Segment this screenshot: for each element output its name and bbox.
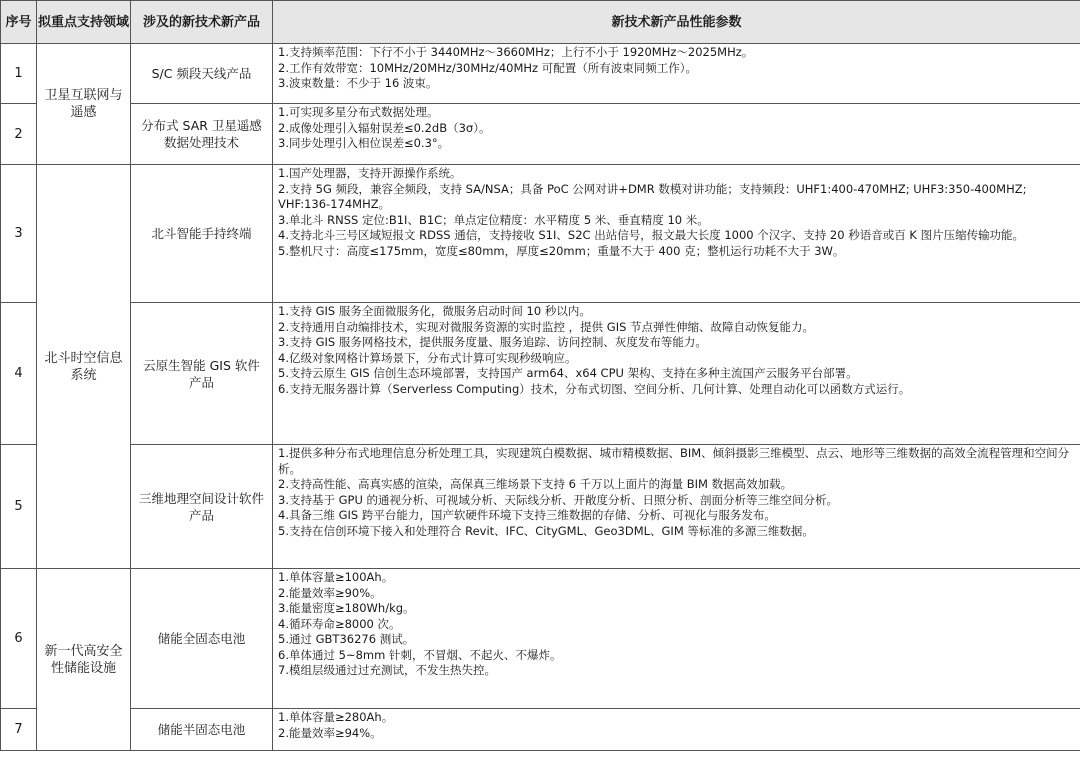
- table-row: [1, 303, 1080, 445]
- product-cell: 北斗智能手持终端: [131, 165, 273, 303]
- row-number: 4: [1, 303, 37, 445]
- param-line: 6.单体通过 5~8mm 针刺，不冒烟、不起火、不爆炸。: [278, 647, 562, 662]
- product-cell: S/C 频段天线产品: [131, 44, 273, 104]
- params-cell: [273, 104, 1080, 165]
- product-cell: 三维地理空间设计软件产品: [131, 445, 273, 569]
- header-params: 新技术新产品性能参数: [273, 1, 1080, 44]
- param-line: 2.能量效率≥90%。: [278, 585, 382, 600]
- product-cell: 储能全固态电池: [131, 569, 273, 709]
- params-cell: [273, 303, 1080, 445]
- table-header-row: [1, 1, 1080, 44]
- table-row: [1, 165, 1080, 303]
- param-line: 3.单北斗 RNSS 定位:B1I、B1C；单点定位精度：水平精度 5 米、垂直精度 10 米。: [278, 212, 709, 227]
- table-row: [1, 709, 1080, 751]
- param-line: 3.支持基于 GPU 的通视分析、可视域分析、天际线分析、开敞度分析、日照分析、剖面分析等三维空间分析。: [278, 492, 839, 507]
- param-line: 5.整机尺寸：高度≤175mm，宽度≤80mm，厚度≤20mm；重量不大于 400 克；整机运行功耗不大于 3W。: [278, 243, 845, 258]
- header-product: 涉及的新技术新产品: [131, 1, 273, 44]
- param-line: 3.支持 GIS 服务网格技术，提供服务度量、服务追踪、访问控制、灰度发布等能力。: [278, 335, 707, 349]
- params-cell: [273, 709, 1080, 751]
- param-line: 4.具备三维 GIS 跨平台能力，国产软硬件环境下支持三维数据的存储、分析、可视化与服务发布。: [278, 508, 776, 522]
- param-line: 1.提供多种分布式地理信息分析处理工具，实现建筑白模数据、城市精模数据、BIM、倾斜摄影三维模型、点云、地形等三维数据的高效全流程管理和空间分析。: [278, 446, 1070, 476]
- param-line: 1.可实现多星分布式数据处理。: [278, 105, 439, 119]
- params-cell: [273, 165, 1080, 303]
- param-line: 1.单体容量≥100Ah。: [278, 570, 394, 584]
- params-cell: [273, 569, 1080, 709]
- param-line: 5.支持在信创环境下接入和处理符合 Revit、IFC、CityGML、Geo3DML、GIM 等标准的多源三维数据。: [278, 523, 814, 538]
- domain-cell: 新一代高安全性储能设施: [37, 569, 131, 751]
- param-line: 2.成像处理引入辐射误差≤0.2dB（3σ）。: [278, 120, 491, 135]
- param-line: 4.亿级对象网格计算场景下，分布式计算可实现秒级响应。: [278, 350, 577, 365]
- row-number: 3: [1, 165, 37, 303]
- param-line: 3.能量密度≥180Wh/kg。: [278, 601, 415, 615]
- param-line: 2.支持高性能、高真实感的渲染，高保真三维场景下支持 6 千万以上面片的海量 BIM 数据高效加载。: [278, 477, 793, 491]
- product-cell: 分布式 SAR 卫星遥感数据处理技术: [131, 104, 273, 165]
- row-number: 2: [1, 104, 37, 165]
- product-cell: 储能半固态电池: [131, 709, 273, 751]
- param-line: 3.波束数量：不少于 16 波束。: [278, 76, 438, 90]
- param-line: 3.同步处理引入相位误差≤0.3°。: [278, 136, 450, 150]
- param-line: 1.支持 GIS 服务全面微服务化，微服务启动时间 10 秒以内。: [278, 304, 591, 318]
- product-cell: 云原生智能 GIS 软件产品: [131, 303, 273, 445]
- table-row: [1, 104, 1080, 165]
- row-number: 1: [1, 44, 37, 104]
- param-line: 4.支持北斗三号区域短报文 RDSS 通信，支持接收 S1I、S2C 出站信号，报文最大长度 1000 个汉字、支持 20 秒语音或百 K 图片压缩传输功能。: [278, 228, 1025, 242]
- param-line: 5.通过 GBT36276 测试。: [278, 632, 415, 646]
- param-line: 7.模组层级通过过充测试，不发生热失控。: [278, 663, 496, 677]
- param-line: 2.支持 5G 频段，兼容全频段，支持 SA/NSA；具备 PoC 公网对讲+DMR 数模对讲功能；支持频段：UHF1:400-470MHZ; UHF3:350-400MHZ; VHF:136-174MHZ。: [278, 181, 1027, 211]
- param-line: 1.国产处理器，支持开源操作系统。: [278, 166, 462, 180]
- param-line: 2.支持通用自动编排技术，实现对微服务资源的实时监控 ，提供 GIS 节点弹性伸缩、故障自动恢复能力。: [278, 319, 815, 334]
- domain-cell: 北斗时空信息系统: [37, 165, 131, 569]
- param-line: 5.支持云原生 GIS 信创生态环境部署，支持国产 arm64、x64 CPU 架构、支持在多种主流国产云服务平台部署。: [278, 366, 858, 380]
- param-line: 6.支持无服务器计算（Serverless Computing）技术，分布式切图、空间分析、几何计算、处理自动化可以函数方式运行。: [278, 381, 911, 396]
- param-line: 2.能量效率≥94%。: [278, 725, 382, 740]
- header-no: 序号: [1, 1, 37, 44]
- param-line: 2.工作有效带宽：10MHz/20MHz/30MHz/40MHz 可配置（所有波束同频工作）。: [278, 60, 697, 75]
- table-row: [1, 44, 1080, 104]
- row-number: 6: [1, 569, 37, 709]
- param-line: 4.循环寿命≥8000 次。: [278, 616, 401, 631]
- param-line: 1.支持频率范围：下行不小于 3440MHz～3660MHz；上行不小于 1920MHz～2025MHz。: [278, 45, 754, 59]
- header-domain: 拟重点支持领域: [37, 1, 131, 44]
- row-number: 7: [1, 709, 37, 751]
- params-cell: [273, 44, 1080, 104]
- params-cell: [273, 445, 1080, 569]
- table-row: [1, 445, 1080, 569]
- param-line: 1.单体容量≥280Ah。: [278, 710, 394, 724]
- row-number: 5: [1, 445, 37, 569]
- domain-cell: 卫星互联网与遥感: [37, 44, 131, 165]
- table-row: [1, 569, 1080, 709]
